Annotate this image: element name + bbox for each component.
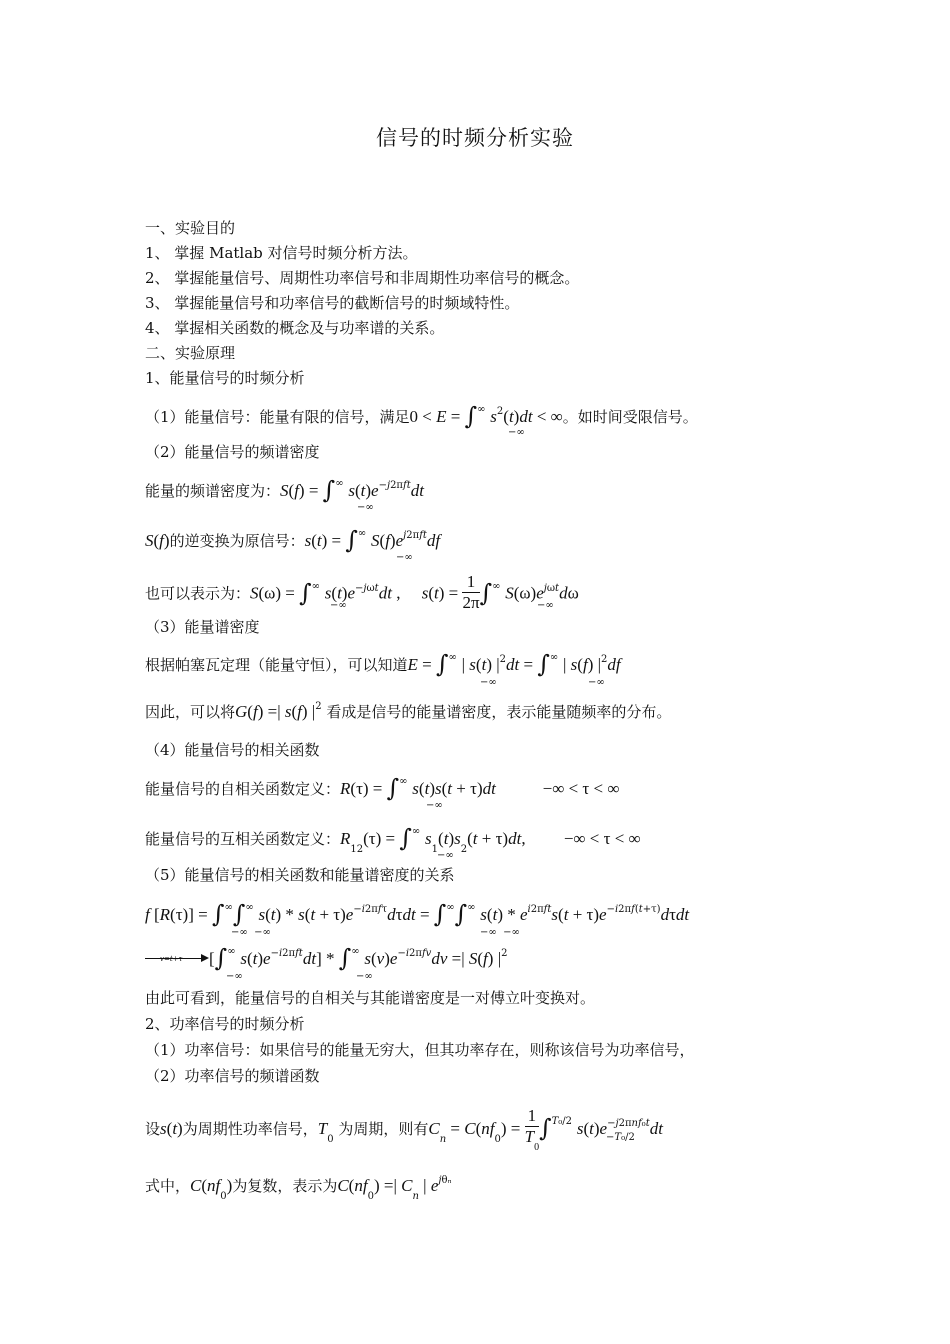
page-title: 信号的时频分析实验 [376, 126, 574, 150]
complex-coefficient-formula: 式中，$C(nf_0)$为复数，表示为$C(nf_0)$ =| $C_n$ | $e^{j\theta_n}$ [145, 1175, 452, 1202]
energy-signal-definition: （1）能量信号：能量有限的信号，满足0 < E = ∫∞ $s^2(t)dt$ < ∞。如时间受限信号。 [145, 402, 698, 430]
formula-label: 因此，可以将 [145, 703, 236, 721]
formula-label: 为复数，表示为 [232, 1177, 338, 1195]
lower-limit: −∞ [356, 971, 373, 982]
purpose-item-1: 1、 掌握 Matlab 对信号时频分析方法。 [145, 244, 418, 262]
formula-tail: 看成是信号的能量谱密度，表示能量随频率的分布。 [326, 703, 672, 721]
lower-limit: −∞ −∞ [231, 927, 271, 938]
lower-limit: −∞ [588, 677, 605, 688]
autocorrelation-formula: 能量信号的自相关函数定义：R(τ) = ∫∞ s(t)s(t + τ)dt −∞ < τ < ∞ [145, 774, 620, 802]
lower-limit: −∞ [437, 850, 454, 861]
omega-form-formula: 也可以表示为：S(ω) = ∫∞ $s(t)e^{-j\omega t}dt$ , s(t) = $\frac{1}{2\pi}$ ∫∞ $S(\omega)e^{j\omega t}d\omega$ [145, 572, 579, 612]
relation-conclusion: 由此可看到，能量信号的自相关与其能谱密度是一对傅立叶变换对。 [145, 989, 596, 1007]
substitution-formula: v=t+τ [∫∞ $s(t)e^{-i2\pi ft}dt] * \int^\infty$ $s(v)e^{-i2\pi fv}dv$ =| S(f) $|^2$ [145, 946, 507, 972]
lower-limit: −∞ [537, 600, 554, 611]
arrow-icon [145, 955, 207, 963]
energy-spectrum-definition: 因此，可以将G(f) =| s(f) $|^2$ 看成是信号的能量谱密度，表示能量随频率的分布。 [145, 701, 672, 721]
power-spectrum-heading: （2）功率信号的频谱函数 [145, 1067, 320, 1085]
spectral-density-heading: （2）能量信号的频谱密度 [145, 443, 320, 461]
lower-limit: −∞ [396, 552, 413, 563]
formula-label: 能量的频谱密度为： [145, 482, 281, 500]
section-heading-principle: 二、实验原理 [145, 344, 236, 362]
formula-label: 能量信号的互相关函数定义： [145, 830, 341, 848]
lower-limit: −∞ [426, 800, 443, 811]
spectral-density-formula: 能量的频谱密度为：S(f) = ∫∞ $s(t)e^{-j2\pi ft}dt$ [145, 476, 424, 504]
power-signal-definition: （1）功率信号：如果信号的能量无穷大，但其功率存在，则称该信号为功率信号， [145, 1041, 695, 1059]
lower-limit: −∞ −∞ [480, 927, 520, 938]
substitution-label: v=t+τ [160, 955, 183, 963]
lower-limit: −T₀/2 [606, 1132, 635, 1143]
inverse-transform-formula: S(f)的逆变换为原信号：s(t) = ∫∞ $S(f)e^{j2\pi ft}df$ [145, 526, 441, 554]
purpose-item-3: 3、 掌握能量信号和功率信号的截断信号的时频域特性。 [145, 294, 520, 312]
purpose-item-2: 2、 掌握能量信号、周期性功率信号和非周期性功率信号的概念。 [145, 269, 580, 287]
formula-label: 式中， [145, 1177, 191, 1195]
definition-tail: 。如时间受限信号。 [562, 408, 698, 426]
energy-inequality: 0 < E = [409, 407, 465, 426]
lower-limit: −∞ [226, 971, 243, 982]
energy-spectrum-heading: （3）能量谱密度 [145, 618, 260, 636]
crosscorrelation-formula: 能量信号的互相关函数定义：$R_{12}(\tau) = \int^\infty$ $s_1(t)s_2(t + \tau)dt$, −∞ < τ < ∞ [145, 824, 641, 855]
parseval-formula: 根据帕塞瓦定理（能量守恒），可以知道E = ∫∞ | s(t) $|^2dt = \int^\infty$ | s(f) $|^2df$ [145, 650, 621, 678]
formula-label: 为周期，则有 [338, 1120, 429, 1138]
lower-limit: −∞ [480, 677, 497, 688]
fourier-coefficient-formula: 设s(t)为周期性功率信号，$T_0$ 为周期，则有$C_n = C(nf_0)$ = $\frac{1}{T_0}$ ∫$^{T_0/2}$ $s(t)e^{-j2\pi nf_0t}dt$ [145, 1106, 663, 1153]
formula-label: 的逆变换为原信号： [169, 532, 305, 550]
correlation-heading: （4）能量信号的相关函数 [145, 741, 320, 759]
subsection-energy-signal: 1、能量信号的时频分析 [145, 369, 305, 387]
formula-label: 能量信号的自相关函数定义： [145, 780, 341, 798]
formula-label: 也可以表示为： [145, 584, 251, 603]
purpose-item-4: 4、 掌握相关函数的概念及与功率谱的关系。 [145, 319, 445, 337]
definition-text: （1）能量信号：能量有限的信号，满足 [145, 408, 410, 426]
relation-heading: （5）能量信号的相关函数和能量谱密度的关系 [145, 866, 455, 884]
fourier-relation-formula: f [R(τ)] = ∫∞∫∞ $s(t) * s(t + \tau)e^{-i2\pi f\tau}d\tau dt = \int^\infty\int^\infty$ $s(t) * e^{i2\pi ft}s(t + \tau)e^{-i2\pi f(t+\tau)}d\tau dt$ [145, 900, 690, 928]
lower-limit: −∞ [357, 502, 374, 513]
formula-label: 为周期性功率信号， [182, 1120, 318, 1138]
lower-limit: −∞ [330, 600, 347, 611]
formula-label: 设 [145, 1120, 161, 1138]
lower-limit: −∞ [508, 427, 525, 438]
subsection-power-signal: 2、功率信号的时频分析 [145, 1015, 305, 1033]
section-heading-purpose: 一、实验目的 [145, 219, 236, 237]
formula-label: 根据帕塞瓦定理（能量守恒），可以知道 [145, 656, 408, 674]
